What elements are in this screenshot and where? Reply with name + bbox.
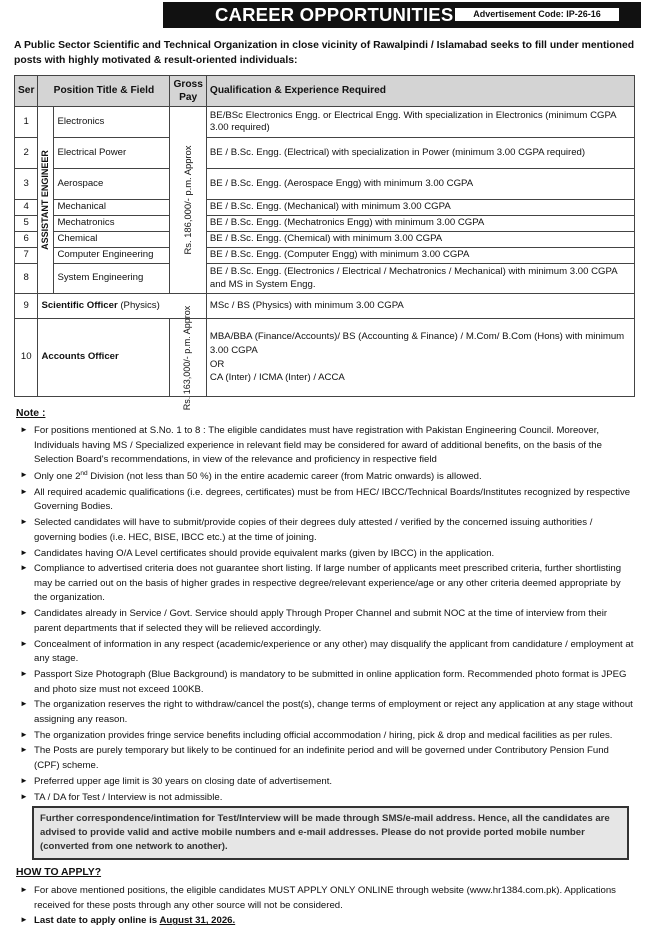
row-qualification: BE / B.Sc. Engg. (Electronics / Electrical / Mechatronics / Mechanical) with minimum 3.00 CGPA and MS in System Engg. xyxy=(206,264,634,294)
list-item xyxy=(20,698,634,727)
row-ser: 4 xyxy=(15,200,38,216)
note-text: The organization reserves the right to withdraw/cancel the post(s), change terms of employment or reject any application at any stage without assigning any reason. xyxy=(34,699,633,725)
note-text: The organization provides fringe service benefits including official accommodation / hiring, pick & drop and medical facilities as per rules. xyxy=(34,729,613,741)
table-row xyxy=(15,294,635,319)
list-item xyxy=(20,562,634,606)
row-field: Computer Engineering xyxy=(54,248,170,264)
deadline-date: August 31, 2026. xyxy=(159,915,236,927)
row-qualification: BE / B.Sc. Engg. (Mechatronics Engg) with minimum 3.00 CGPA xyxy=(206,216,634,232)
list-item xyxy=(20,884,634,913)
note-text: Candidates having O/A Level certificates should provide equivalent marks (given by IBCC) in the application. xyxy=(34,547,495,559)
row-ser: 5 xyxy=(15,216,38,232)
group-cell xyxy=(38,107,54,294)
list-item xyxy=(20,914,634,929)
row-field: Electronics xyxy=(54,107,170,138)
row-qualification: BE/BSc Electronics Engg. or Electrical Engg. With specialization in Electronics (minimum CGPA 3.00 required) xyxy=(206,107,634,138)
triangle-right-icon: ► xyxy=(20,791,28,801)
note-text: Selected candidates will have to submit/provide copies of their degrees duly attested / verified by the concerned issuing authorities / governing bodies (i.e. HEC, BISE, IBCC etc.) at the time of joining. xyxy=(34,517,593,543)
list-item xyxy=(20,775,634,790)
row-ser: 8 xyxy=(15,264,38,294)
pay-accounts: Rs. 163,000/- p.m. Approx xyxy=(182,305,193,410)
row-qualification xyxy=(206,319,634,397)
note-text: Concealment of information in any respect (academic/experience or any other) may disqualify the applicant from candidature / employment at any stage. xyxy=(34,638,634,665)
row-field: Mechatronics xyxy=(54,216,170,232)
apply-list xyxy=(20,884,634,930)
row-field: System Engineering xyxy=(54,264,170,294)
header-ser: Ser xyxy=(15,76,38,107)
row-ser: 1 xyxy=(15,107,38,138)
row-qualification: BE / B.Sc. Engg. (Mechanical) with minimum 3.00 CGPA xyxy=(206,200,634,216)
row-title-rest: (Physics) xyxy=(117,299,160,311)
pay-engineers: Rs. 186,000/- p.m. Approx xyxy=(182,145,194,255)
triangle-right-icon: ► xyxy=(20,775,28,785)
list-item xyxy=(20,547,634,562)
note-text: Division (not less than 50 %) in the entire academic career (from Matric onwards) is allowed. xyxy=(87,471,482,483)
list-item xyxy=(20,516,634,545)
triangle-right-icon: ► xyxy=(20,486,28,496)
list-item xyxy=(20,791,634,806)
positions-table xyxy=(14,75,635,410)
note-text: TA / DA for Test / Interview is not admissible. xyxy=(34,791,223,803)
list-item xyxy=(20,486,634,515)
row-ser: 9 xyxy=(15,294,38,319)
row-title-bold: Scientific Officer xyxy=(41,299,118,311)
row-ser: 6 xyxy=(15,232,38,248)
row-field: Aerospace xyxy=(54,169,170,200)
table-row xyxy=(15,319,635,397)
table-row xyxy=(15,169,635,200)
row-qualification: BE / B.Sc. Engg. (Electrical) with specialization in Power (minimum 3.00 CGPA required) xyxy=(206,138,634,169)
triangle-right-icon: ► xyxy=(20,608,28,618)
row-ser: 10 xyxy=(15,319,38,397)
header-position: Position Title & Field xyxy=(38,76,170,107)
triangle-right-icon: ► xyxy=(20,638,28,648)
row-field: Mechanical xyxy=(54,200,170,216)
deadline-label: Last date to apply online is xyxy=(34,915,160,927)
table-row xyxy=(15,138,635,169)
triangle-right-icon: ► xyxy=(20,668,28,678)
triangle-right-icon: ► xyxy=(20,517,28,527)
list-item xyxy=(20,744,634,773)
triangle-right-icon: ► xyxy=(20,563,28,573)
header xyxy=(0,0,646,30)
table-row xyxy=(15,216,635,232)
apply-text: For above mentioned positions, the eligible candidates MUST APPLY ONLY ONLINE through website (www.hr1384.com.pk). Applications received for these posts through any other source will not be considered. xyxy=(34,885,616,911)
row-ser: 7 xyxy=(15,248,38,264)
note-text: Compliance to advertised criteria does not guarantee short listing. If large number of applicants meet prescribed criteria, further shortlisting may be carried out on the basis of higher grades in respective degree/relevant experience/age or any other criteria deemed appropriate by the organization. xyxy=(34,563,622,604)
header-pay: Gross Pay xyxy=(170,76,206,107)
note-text: Only one 2 xyxy=(34,471,81,483)
row-field: Chemical xyxy=(54,232,170,248)
row-field: Electrical Power xyxy=(54,138,170,169)
note-text: For positions mentioned at S.No. 1 to 8 : The eligible candidates must have registration with Pakistan Engineering Council. Moreover, Individuals having MS / Specialized experience in relevant field may be considered for award of additional benefits, on the basis of the Selection Board's recommendations, in view of the relevance and proficiency in respective field xyxy=(34,425,602,466)
triangle-right-icon: ► xyxy=(20,469,28,479)
correspondence-notice: Further correspondence/intimation for Test/Interview will be made through SMS/e-mail address. Hence, all the candidates are advised to provide valid and active mobile numbers and e-mail addresses. Please do not provide ported mobile number (converted from one network to another). xyxy=(32,806,629,860)
note-text: All required academic qualifications (i.e. degrees, certificates) must be from HEC/ IBCC/Technical Boards/Institutes recognized by respective Governing Bodies. xyxy=(34,486,631,513)
qualification-or: OR xyxy=(209,358,225,370)
list-item xyxy=(20,729,634,744)
notes-list xyxy=(20,424,634,806)
note-text: Candidates already in Service / Govt. Service should apply Through Proper Channel and submit NOC at the time of interview from their parent departments that if selected they will be relieved accordingly. xyxy=(34,608,608,634)
table-row xyxy=(15,248,635,264)
list-item xyxy=(20,668,634,697)
triangle-right-icon: ► xyxy=(20,915,28,925)
triangle-right-icon: ► xyxy=(20,425,28,434)
row-ser: 2 xyxy=(15,138,38,169)
group-label: ASSISTANT ENGINEER xyxy=(40,150,51,250)
table-row xyxy=(15,200,635,216)
table-row xyxy=(15,107,635,138)
row-ser: 3 xyxy=(15,169,38,200)
qualification-line: MBA/BBA (Finance/Accounts)/ BS (Accounting & Finance) / M.Com/ B.Com (Hons) with minimum 3.00 CGPA xyxy=(209,330,625,356)
note-text: Preferred upper age limit is 30 years on closing date of advertisement. xyxy=(34,775,333,787)
pay-cell-accounts xyxy=(170,305,206,410)
note-text: The Posts are purely temporary but likely to be continued for an indefinite period and will be governed under Contributory Pension Fund (CPF) scheme. xyxy=(34,745,609,771)
note-text: Passport Size Photograph (Blue Background) is mandatory to be submitted in online application form. Recommended photo format is JPEG and photo size must not exceed 100KB. xyxy=(34,668,627,695)
how-to-apply-title: HOW TO APPLY? xyxy=(16,867,102,878)
page-title: CAREER OPPORTUNITIES xyxy=(215,4,454,25)
list-item xyxy=(20,469,634,485)
row-qualification: BE / B.Sc. Engg. (Aerospace Engg) with minimum 3.00 CGPA xyxy=(206,169,634,200)
intro-text: A Public Sector Scientific and Technical Organization in close vicinity of Rawalpindi / Islamabad seeks to fill under mentioned posts with highly motivated & result-oriented individuals: xyxy=(14,40,635,67)
row-title xyxy=(38,294,206,319)
table-row xyxy=(15,232,635,248)
list-item xyxy=(20,424,634,468)
table-row xyxy=(15,264,635,294)
row-qualification: BE / B.Sc. Engg. (Computer Engg) with minimum 3.00 CGPA xyxy=(206,248,634,264)
list-item xyxy=(20,638,634,667)
triangle-right-icon: ► xyxy=(20,729,28,739)
triangle-right-icon: ► xyxy=(20,885,28,894)
qualification-line: CA (Inter) / ICMA (Inter) / ACCA xyxy=(209,372,345,384)
triangle-right-icon: ► xyxy=(20,699,28,709)
list-item xyxy=(20,607,634,636)
advertisement-code: Advertisement Code: IP-26-16 xyxy=(454,7,620,22)
triangle-right-icon: ► xyxy=(20,745,28,755)
pay-cell-engineers xyxy=(170,107,206,294)
table-header-row xyxy=(15,76,635,107)
header-qualification: Qualification & Experience Required xyxy=(206,76,634,107)
row-title: Accounts Officer xyxy=(38,319,170,397)
row-qualification: BE / B.Sc. Engg. (Chemical) with minimum 3.00 CGPA xyxy=(206,232,634,248)
row-qualification: MSc / BS (Physics) with minimum 3.00 CGPA xyxy=(206,294,634,319)
note-title: Note : xyxy=(16,408,46,419)
note-sup: nd xyxy=(80,469,88,477)
triangle-right-icon: ► xyxy=(20,547,28,557)
